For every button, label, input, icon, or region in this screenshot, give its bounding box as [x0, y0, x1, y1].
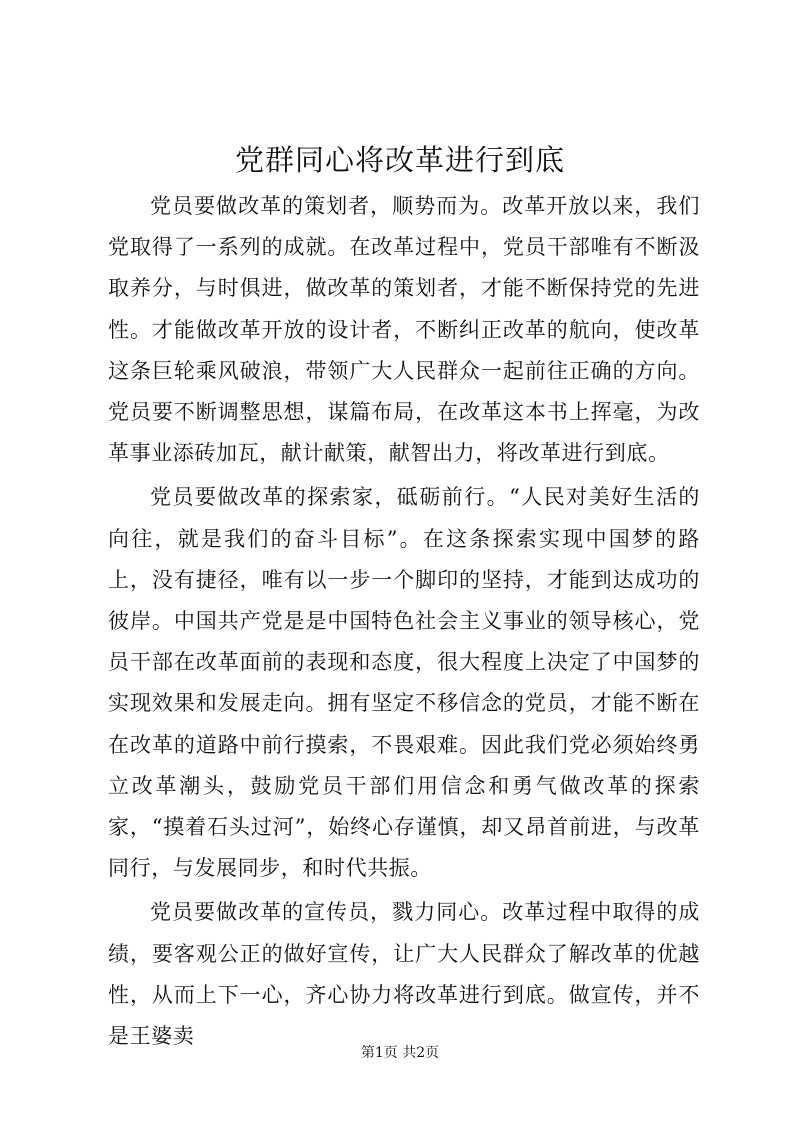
paragraph-2: 党员要做改革的探索家，砥砺前行。“人民对美好生活的向往，就是我们的奋斗目标”。在这条探索实现中国梦的路上，没有捷径，唯有以一步一个脚印的坚持，才能到达成功的彼岸。中国共产党是是中国特色社会主义事业的领导核心，党员干部在改革面前的表现和态度，很大程度上决定了中国梦的实现效果和发展走向。拥有坚定不移信念的党员，才能不断在在改革的道路中前行摸索，不畏艰难。因此我们党必须始终勇立改革潮头，鼓励党员干部们用信念和勇气做改革的探索家，“摸着石头过河”，始终心存谨慎，却又昂首前进，与改革同行，与发展同步，和时代共振。 [108, 485, 700, 881]
document-body [108, 186, 700, 1057]
paragraph-1: 党员要做改革的策划者，顺势而为。改革开放以来，我们党取得了一系列的成就。在改革过程中，党员干部唯有不断汲取养分，与时俱进，做改革的策划者，才能不断保持党的先进性。才能做改革开放的设计者，不断纠正改革的航向，使改革这条巨轮乘风破浪，带领广大人民群众一起前往正确的方向。党员要不断调整思想，谋篇布局，在改革这本书上挥毫，为改革事业添砖加瓦，献计献策，献智出力，将改革进行到底。 [108, 194, 700, 466]
document-title: 党群同心将改革进行到底 [234, 143, 565, 177]
page-number-footer: 第1页 共2页 [360, 1045, 440, 1061]
paragraph-3: 党员要做改革的宣传员，戮力同心。改革过程中取得的成绩，要客观公正的做好宣传，让广大人民群众了解改革的优越性，从而上下一心，齐心协力将改革进行到底。做宣传，并不是王婆卖 [108, 900, 700, 1049]
